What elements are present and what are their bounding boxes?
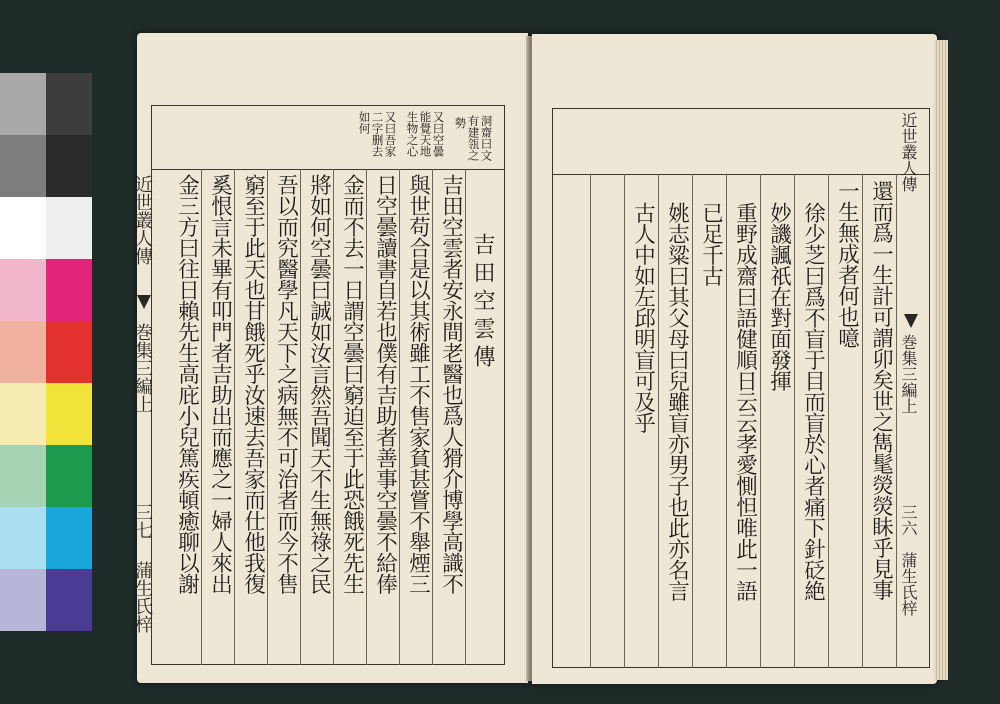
- text-column: 古人中如左邱明盲可及乎: [630, 202, 656, 433]
- swatch-violet: [46, 569, 92, 631]
- publisher-mark: 蒲生氏梓: [132, 561, 153, 633]
- column-rule: [201, 169, 202, 665]
- swatch-pink-light: [0, 259, 46, 321]
- column-rule: [267, 169, 268, 665]
- text-column: 妙譏諷祇在對面發揮: [766, 202, 792, 391]
- margin-volume: 巻集三編上: [899, 334, 918, 414]
- swatch-gray-mid: [0, 135, 46, 197]
- text-column: 已足千古: [698, 202, 724, 286]
- column-rule: [896, 174, 897, 668]
- header-note: 有建瓴之: [466, 115, 481, 161]
- column-rule: [590, 174, 591, 668]
- text-column: 金而不去一日謂空曇曰窮迫至于此恐餓死先生: [339, 174, 365, 594]
- swatch-magenta: [46, 259, 92, 321]
- column-rule: [760, 174, 761, 668]
- color-calibration-card: [0, 73, 92, 633]
- swatch-green: [46, 445, 92, 507]
- text-column: 吾以而究醫學凡天下之病無不可治者而今不售: [273, 174, 299, 594]
- column-rule: [465, 169, 466, 665]
- column-rule: [432, 169, 433, 665]
- header-note: 又曰吾家: [383, 111, 398, 157]
- text-column: 日空曇讀書自若也僕有吉助者善事空曇不給俸: [372, 174, 398, 594]
- column-rule: [333, 169, 334, 665]
- swatch-cyan-light: [0, 507, 46, 569]
- book-fore-edge: [934, 40, 948, 680]
- swatch-green-light: [0, 445, 46, 507]
- swatch-yellow-light: [0, 383, 46, 445]
- page-number: 三七: [132, 503, 153, 539]
- text-column: 與世苟合是以其術雖工不售家貧甚嘗不舉煙三: [405, 174, 431, 594]
- chapter-title: 吉田空雲傳: [470, 233, 495, 373]
- margin-book-title: 近世叢人傳: [132, 175, 153, 265]
- margin-volume: 巻集三編上: [132, 323, 153, 413]
- column-rule: [794, 174, 795, 668]
- text-column: 徐少芝曰爲不盲于目而盲於心者痛下針砭絶: [800, 202, 826, 601]
- swatch-white: [0, 197, 46, 259]
- swatch-black: [46, 135, 92, 197]
- column-rule: [399, 169, 400, 665]
- header-note: 二字删去: [370, 111, 385, 157]
- header-note: 生物之心: [405, 111, 420, 157]
- column-rule: [300, 169, 301, 665]
- left-page: [132, 33, 528, 683]
- swatch-red: [46, 321, 92, 383]
- column-rule: [234, 169, 235, 665]
- page-number: 三六: [899, 504, 918, 536]
- column-rule: [862, 174, 863, 668]
- header-note: 勢: [453, 117, 468, 129]
- text-column: 奚恨言未畢有叩門者吉助出而應之一婦人來出: [207, 174, 233, 594]
- swatch-violet-light: [0, 569, 46, 631]
- margin-book-title: 近世叢人傳: [899, 112, 918, 192]
- swatch-gray-light: [0, 73, 46, 135]
- fish-tail-mark: [137, 295, 151, 309]
- swatch-white-2: [46, 197, 92, 259]
- show-through-text: [580, 184, 607, 203]
- column-rule: [658, 174, 659, 668]
- publisher-mark: 蒲生氏梓: [899, 552, 918, 616]
- column-rule: [624, 174, 625, 668]
- right-header-rule: [552, 174, 930, 175]
- text-column: 還而爲一生計可謂卯矣世之雋髦熒熒眛乎見事: [868, 180, 894, 600]
- swatch-cyan: [46, 507, 92, 569]
- text-column: 金三方曰往日賴先生高庇小兒篤疾頓癒聊以謝: [174, 174, 200, 594]
- header-note: 能覺天地: [418, 111, 433, 157]
- header-note: 又曰空曇: [431, 111, 446, 157]
- text-column: 姚志粱曰其父母曰兒雖盲亦男子也此亦名言: [664, 202, 690, 601]
- header-note: 洞齋曰文: [479, 115, 494, 161]
- text-column: 重野成齋曰語健順日云云孝愛惻怛唯此一語: [732, 202, 758, 601]
- right-page: [532, 34, 937, 684]
- text-column: 將如何空曇曰誠如汝言然吾聞天不生無祿之民: [306, 174, 332, 594]
- column-rule: [366, 169, 367, 665]
- text-column: 一生無成者何也噫: [834, 180, 860, 348]
- column-rule: [692, 174, 693, 668]
- header-note: 如何: [357, 111, 372, 134]
- swatch-yellow: [46, 383, 92, 445]
- swatch-gray-dark: [46, 73, 92, 135]
- swatch-salmon: [0, 321, 46, 383]
- column-rule: [726, 174, 727, 668]
- column-rule: [828, 174, 829, 668]
- text-column: 吉田空雲者安永間老醫也爲人猾介博學高識不: [438, 174, 464, 594]
- text-column: 窮至于此天也甘餓死乎汝速去吾家而仕他我復: [240, 174, 266, 594]
- left-header-rule: [151, 169, 505, 170]
